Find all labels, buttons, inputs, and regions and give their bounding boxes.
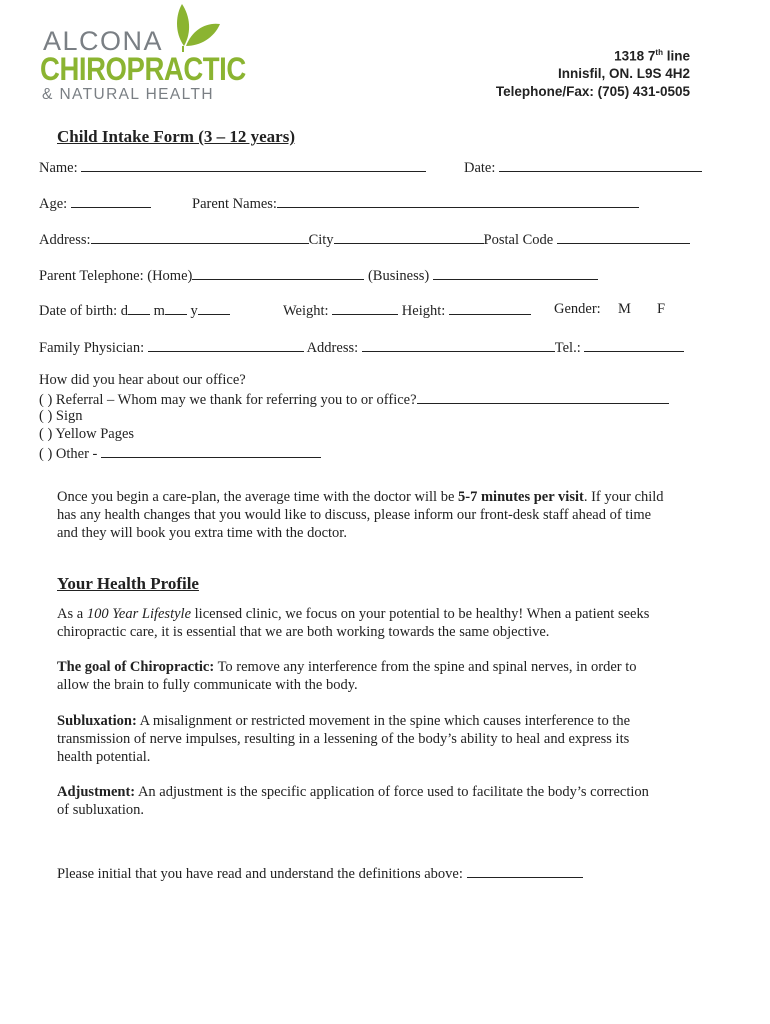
clinic-phone: Telephone/Fax: (705) 431-0505 [495, 84, 690, 99]
yellow-pages-option[interactable]: ( ) Yellow Pages [39, 426, 135, 442]
date-label: Date: [464, 160, 496, 176]
gender-female-option[interactable]: F [657, 301, 666, 317]
logo-natural-health-text: & NATURAL HEALTH [42, 86, 214, 103]
logo-alcona-text: ALCONA [43, 26, 164, 56]
address-label: Address: [39, 232, 91, 248]
physician-address-label: Address: [306, 340, 359, 356]
age-row [39, 194, 151, 213]
height-label: Height: [401, 303, 446, 319]
city-field[interactable] [334, 230, 484, 244]
parent-telephone-row [39, 266, 598, 285]
name-field[interactable] [81, 158, 426, 172]
date-row [464, 158, 702, 177]
weight-label: Weight: [283, 303, 329, 319]
health-profile-heading: Your Health Profile [57, 574, 199, 593]
other-option[interactable]: ( ) Other - [39, 446, 102, 462]
initial-statement: Please initial that you have read and understand the definitions above: [57, 866, 467, 882]
address-row [39, 230, 690, 249]
clinic-street-address: 1318 7th line [614, 48, 690, 64]
leaf-icon [170, 2, 222, 54]
home-phone-field[interactable] [192, 266, 364, 280]
clinic-city: Innisfil, ON. L9S 4H2 [557, 66, 690, 81]
date-field[interactable] [499, 158, 702, 172]
height-field[interactable] [449, 301, 531, 315]
dob-month-label: m [153, 303, 165, 319]
physician-field[interactable] [148, 338, 304, 352]
adjustment-paragraph: Adjustment: An adjustment is the specific application of force used to facilitate the body’s correction of subluxation. [57, 784, 649, 818]
name-label: Name: [39, 160, 78, 176]
postal-code-field[interactable] [557, 230, 690, 244]
sign-option[interactable]: ( ) Sign [39, 408, 83, 424]
business-phone-label: (Business) [367, 268, 430, 284]
home-phone-label: Parent Telephone: (Home) [39, 268, 193, 284]
careplan-paragraph: Once you begin a care-plan, the average time with the doctor will be 5-7 minutes per visit. If your child has any health changes that you would like to discuss, please inform our front-desk staff ahead of time and they will book you extra time with the doctor. [57, 489, 664, 541]
physician-row [39, 338, 684, 357]
dob-label: Date of birth: d [39, 303, 128, 319]
dob-day-field[interactable] [128, 301, 150, 315]
dob-year-field[interactable] [198, 301, 230, 315]
form-title: Child Intake Form (3 – 12 years) [57, 127, 295, 146]
referral-name-field[interactable] [417, 390, 669, 404]
physician-tel-field[interactable] [584, 338, 684, 352]
referral-option-row [39, 390, 669, 409]
gender-row [554, 301, 601, 318]
physician-tel-label: Tel.: [554, 340, 581, 356]
initial-row [57, 864, 583, 883]
dob-month-field[interactable] [165, 301, 187, 315]
city-label: City [308, 232, 334, 248]
dob-row [39, 301, 230, 320]
age-label: Age: [39, 196, 68, 212]
dob-year-label: y [190, 303, 198, 319]
name-row [39, 158, 426, 177]
profile-intro-paragraph: As a 100 Year Lifestyle licensed clinic, we focus on your potential to be healthy! When a patient seeks chiropractic care, it is essential that we are both working towards the same objective. [57, 606, 650, 640]
weight-field[interactable] [332, 301, 398, 315]
referral-option[interactable]: ( ) Referral – Whom may we thank for referring you to or office? [39, 392, 417, 408]
other-option-row [39, 444, 321, 463]
other-field[interactable] [101, 444, 321, 458]
referral-question: How did you hear about our office? [39, 372, 246, 388]
gender-label: Gender: [554, 301, 601, 317]
goal-paragraph: The goal of Chiropractic: To remove any interference from the spine and spinal nerves, in order to allow the brain to fully communicate with the body. [57, 659, 637, 693]
gender-male-option[interactable]: M [618, 301, 631, 317]
subluxation-paragraph: Subluxation: A misalignment or restricted movement in the spine which causes interference to the transmission of nerve impulses, resulting in a lessening of the body’s ability to heal and express its health potential. [57, 713, 631, 765]
age-field[interactable] [71, 194, 151, 208]
physician-label: Family Physician: [39, 340, 145, 356]
parent-names-label: Parent Names: [192, 196, 277, 212]
logo-chiropractic-text: CHIROPRACTIC [40, 51, 246, 87]
initial-field[interactable] [467, 864, 583, 878]
postal-code-label: Postal Code [483, 232, 554, 248]
parent-names-field[interactable] [277, 194, 639, 208]
address-field[interactable] [91, 230, 309, 244]
clinic-logo [40, 6, 246, 106]
physician-address-field[interactable] [362, 338, 555, 352]
parent-names-row [192, 194, 639, 213]
business-phone-field[interactable] [433, 266, 598, 280]
weight-height-row [283, 301, 531, 320]
